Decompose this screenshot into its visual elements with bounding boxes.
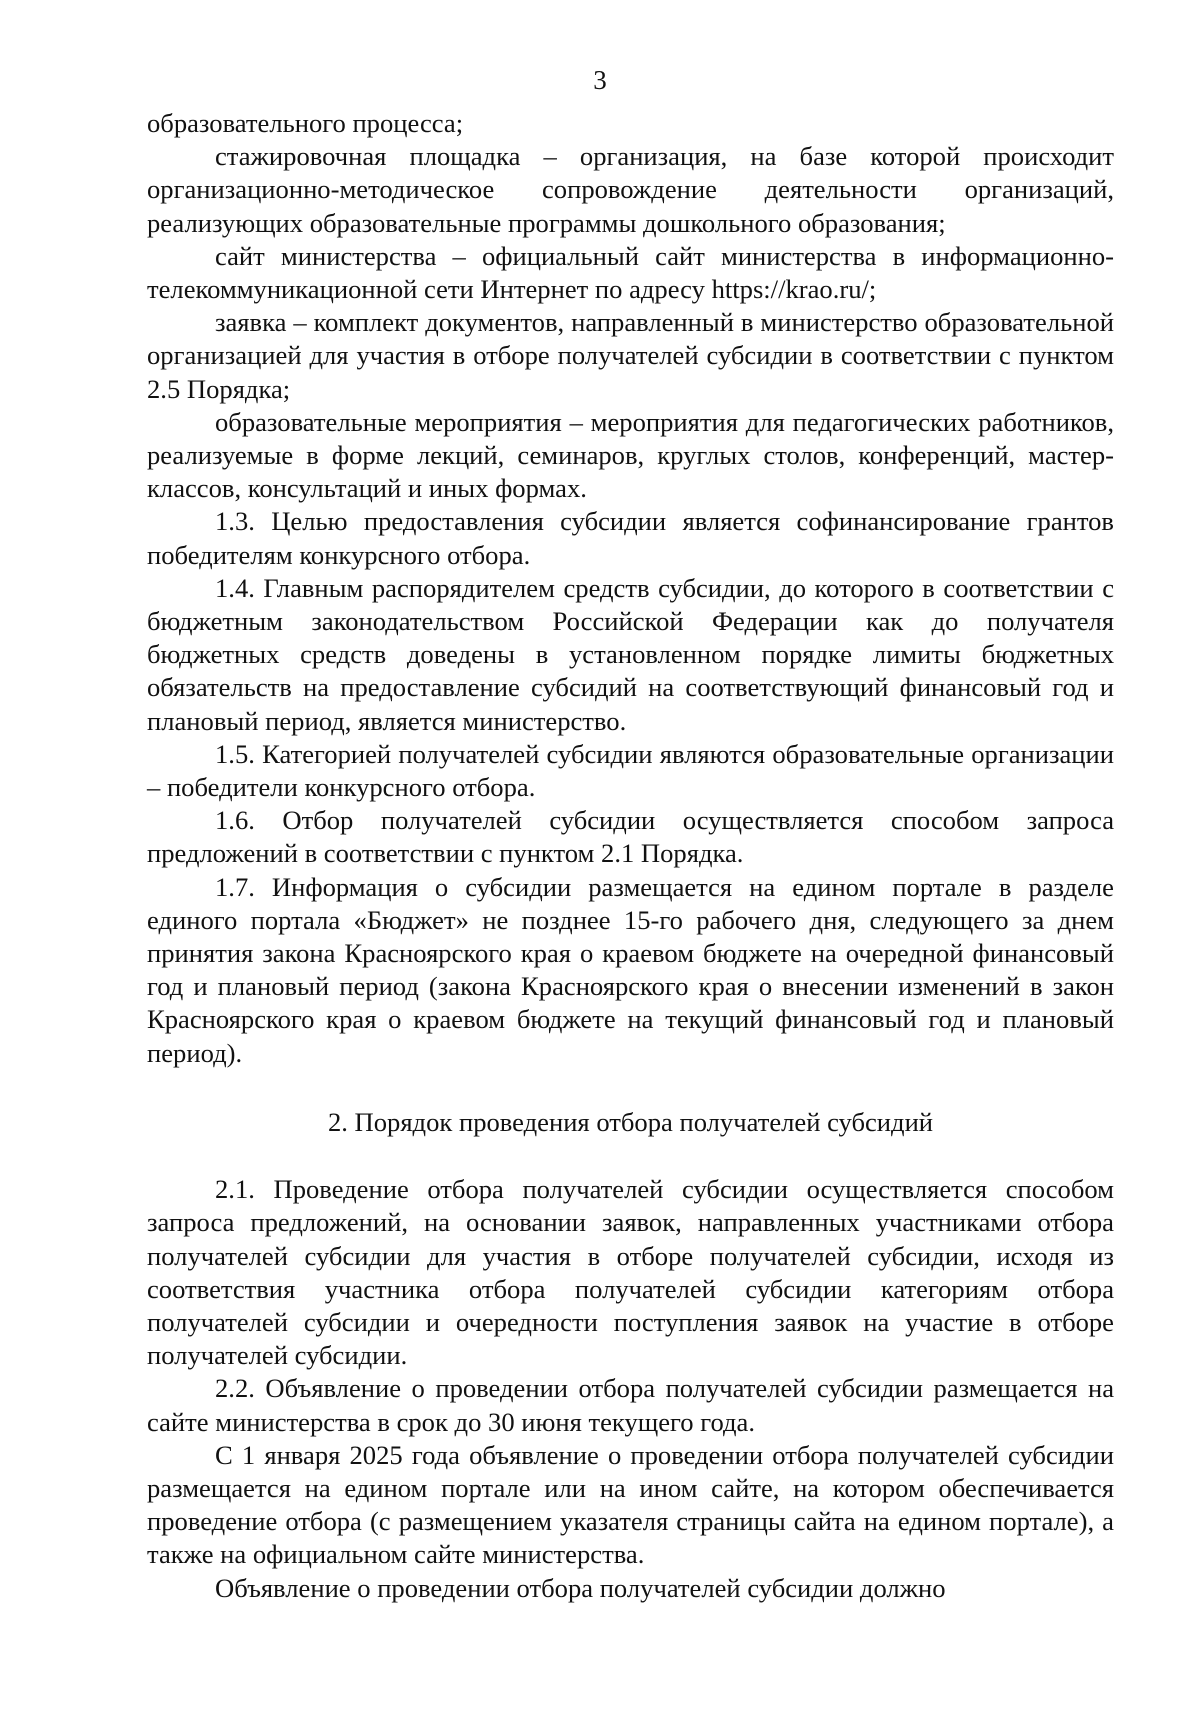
paragraph: 1.4. Главным распорядителем средств субсидии, до которого в соответствии с бюджетным законодательством Российской Федерации как до получателя бюджетных средств доведены в установленном порядке лимиты бюджетных обязательств на предоставление субсидий на соответствующий финансовый год и плановый период, является министерство.: [147, 572, 1114, 736]
paragraph: стажировочная площадка – организация, на базе которой происходит организационно-методическое сопровождение деятельности организаций, реализующих образовательные программы дошкольного образования;: [147, 141, 1114, 238]
paragraph: сайт министерства – официальный сайт министерства в информационно-телекоммуникационной сети Интернет по адресу https://krao.ru/;: [147, 240, 1114, 305]
paragraph: Объявление о проведении отбора получателей субсидии должно: [215, 1572, 946, 1603]
section-heading: 2. Порядок проведения отбора получателей субсидий: [327, 1106, 934, 1137]
paragraph: заявка – комплект документов, направленный в министерство образовательной организацией для участия в отборе получателей субсидии в соответствии с пунктом 2.5 Порядка;: [147, 307, 1114, 404]
paragraph: образовательного процесса;: [147, 108, 464, 138]
paragraph: С 1 января 2025 года объявление о проведении отбора получателей субсидии размещается на едином портале или на ином сайте, на котором обеспечивается проведение отбора (с размещением указателя страницы сайта на едином портале), а также на официальном сайте министерства.: [147, 1439, 1114, 1570]
paragraph: 1.5. Категорией получателей субсидии являются образовательные организации – победители конкурсного отбора.: [147, 738, 1114, 803]
paragraph: 1.6. Отбор получателей субсидии осуществляется способом запроса предложений в соответствии с пунктом 2.1 Порядка.: [147, 805, 1114, 869]
page-number: 3: [593, 65, 607, 95]
paragraph: образовательные мероприятия – мероприятия для педагогических работников, реализуемые в форме лекций, семинаров, круглых столов, конференций, мастер-классов, консультаций и иных формах.: [147, 406, 1114, 504]
document-body: [147, 107, 1114, 1605]
paragraph: 1.7. Информация о субсидии размещается на едином портале в разделе единого портала «Бюджет» не позднее 15-го рабочего дня, следующего за днем принятия закона Красноярского края о краевом бюджете на очередной финансовый год и плановый период (закона Красноярского края о внесении изменений в закон Красноярского края о краевом бюджете на текущий финансовый год и плановый период).: [147, 871, 1114, 1068]
paragraph: 1.3. Целью предоставления субсидии является софинансирование грантов победителям конкурсного отбора.: [147, 506, 1114, 570]
paragraph: 2.2. Объявление о проведении отбора получателей субсидии размещается на сайте министерства в срок до 30 июня текущего года.: [147, 1373, 1114, 1437]
paragraph: 2.1. Проведение отбора получателей субсидии осуществляется способом запроса предложений, на основании заявок, направленных участниками отбора получателей субсидии для участия в отборе получателей субсидии, исходя из соответствия участника отбора получателей субсидии категориям отбора получателей субсидии и очередности поступления заявок на участие в отборе получателей субсидии.: [147, 1174, 1114, 1371]
